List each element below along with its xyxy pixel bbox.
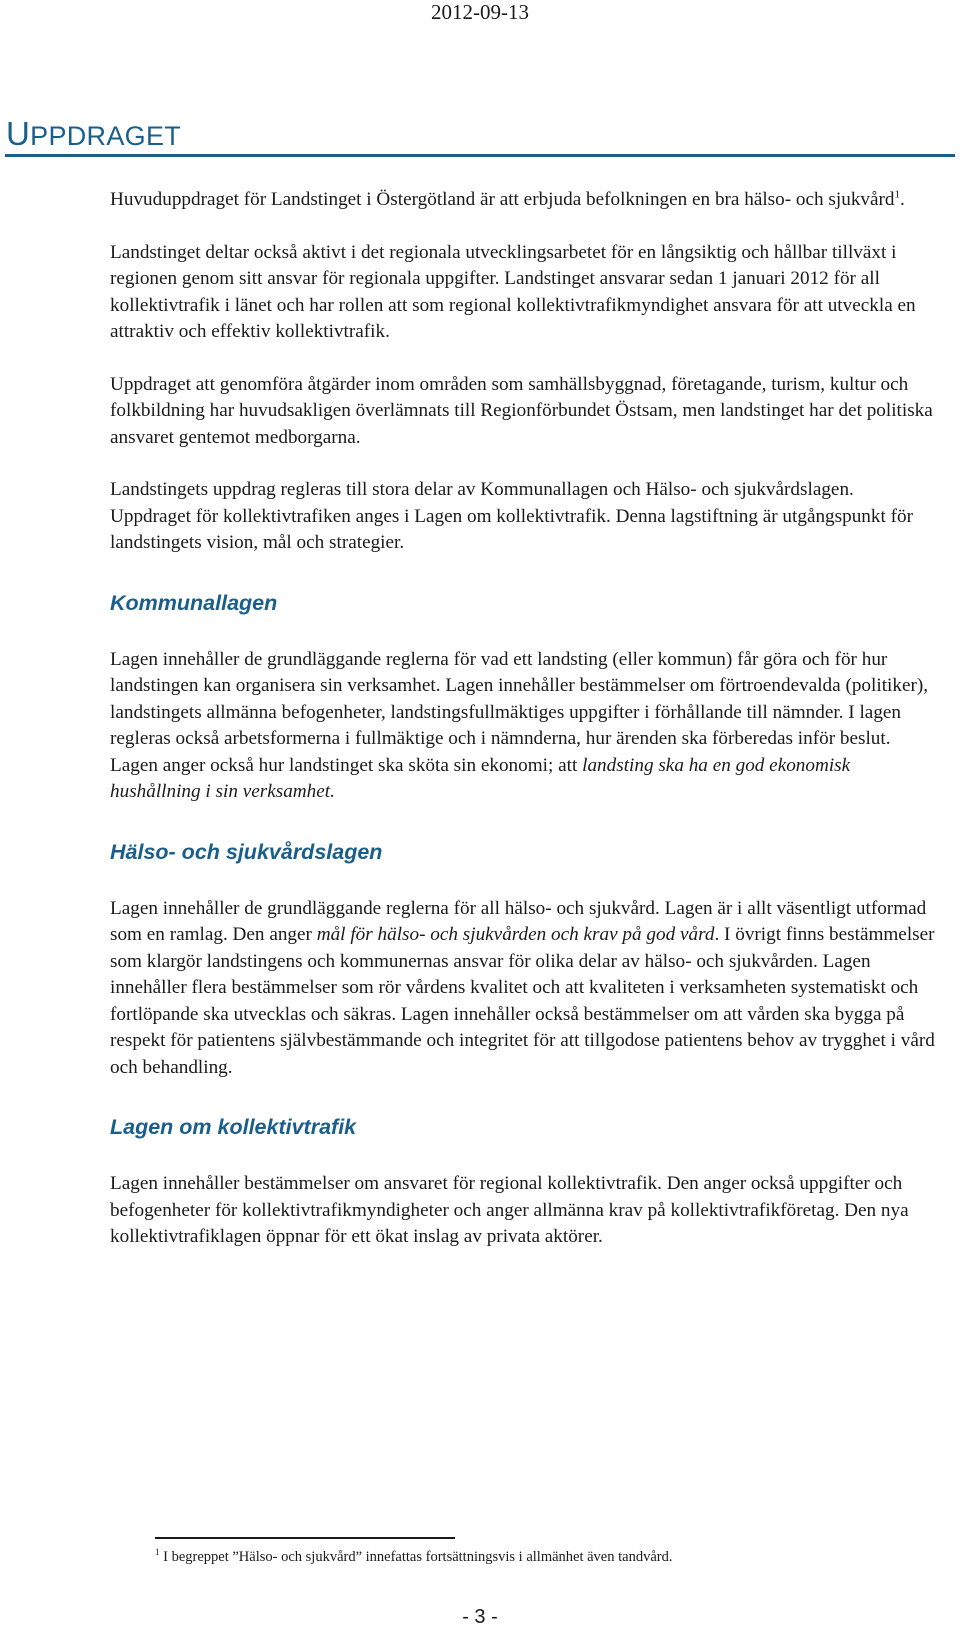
intro-p1-text: Huvuduppdraget för Landstinget i Östergötland är att erbjuda befolkningen en bra hälso- och sjukvård	[110, 189, 895, 210]
heading-halso-och-sjukvardslagen: Hälso- och sjukvårdslagen	[110, 839, 383, 864]
page-title	[6, 114, 181, 156]
footnote-reference[interactable]: 1	[894, 188, 901, 201]
title-rest: PPDRAGET	[30, 121, 182, 151]
intro-paragraph-4: Landstingets uppdrag regleras till stora delar av Kommunallagen och Hälso- och sjukvårdslagen. Uppdraget för kollektivtrafiken anges i Lagen om kollektivtrafik. Denna lagstiftning är utgångspunkt för landstingets vision, mål och strategier.	[110, 479, 913, 553]
intro-p1-end: .	[900, 189, 905, 210]
hsl-italic: mål för hälso- och sjukvården och krav på god vård	[316, 924, 715, 945]
intro-paragraph-2: Landstinget deltar också aktivt i det regionala utvecklingsarbetet för en långsiktig och hållbar tillväxt i regionen genom sitt ansvar för regionala uppgifter. Landstinget ansvarar sedan 1 januari 2012 för all kollektivtrafik i länet och har rollen att som regional kollektivtrafikmyndighet ansvara för att utveckla en attraktiv och effektiv kollektivtrafik.	[110, 241, 916, 342]
title-first-letter: U	[6, 115, 31, 152]
footnote	[155, 1548, 935, 1566]
intro-paragraph-1	[110, 187, 938, 214]
kommunallagen-paragraph	[110, 647, 938, 806]
heading-lagen-om-kollektivtrafik: Lagen om kollektivtrafik	[110, 1115, 357, 1139]
document-body	[110, 187, 938, 1277]
footnote-separator	[155, 1537, 455, 1539]
page-number: - 3 -	[462, 1606, 498, 1628]
hsl-text-1: Lagen innehåller de grundläggande reglerna för all hälso- och sjukvård. Lagen är i allt väsentligt utformad som en ramlag. Den anger	[110, 897, 927, 945]
kommunallagen-italic: landsting ska ha en god ekonomisk hushållning i sin verksamhet.	[110, 754, 851, 802]
footnote-text: I begreppet ”Hälso- och sjukvård” innefattas fortsättningsvis i allmänhet även tandvård.	[159, 1549, 673, 1565]
title-underline	[5, 154, 955, 157]
hsl-text-2: . I övrigt finns bestämmelser som klargör landstingens och kommunernas ansvar för olika delar av hälso- och sjukvården. Lagen innehåller flera bestämmelser som rör vårdens kvalitet och att kvaliteten i verksamheten systematiskt och fortlöpande ska utvecklas och säkras. Lagen innehåller också bestämmelser om att vården ska bygga på respekt för patientens självbestämmande och integritet för att tillgodose patientens behov av trygghet i vård och behandling.	[110, 924, 935, 1078]
header-date: 2012-09-13	[431, 0, 529, 24]
kommunallagen-text: Lagen innehåller de grundläggande reglerna för vad ett landsting (eller kommun) får göra och för hur landstingen kan organisera sin verksamhet. Lagen innehåller bestämmelser om förtroendevalda (politiker), landstingets allmänna befogenheter, landstingsfullmäktiges uppgifter i förhållande till nämnder. I lagen regleras också arbetsformerna i fullmäktige och i nämnderna, hur ärenden ska förberedas inför beslut. Lagen anger också hur landstinget ska sköta sin ekonomi; att	[110, 648, 929, 776]
hsl-paragraph	[110, 896, 938, 1082]
footnote-number: 1	[155, 1547, 160, 1558]
heading-kommunallagen: Kommunallagen	[110, 590, 278, 615]
kollektivtrafik-paragraph: Lagen innehåller bestämmelser om ansvaret för regional kollektivtrafik. Den anger också uppgifter och befogenheter för kollektivtrafikmyndigheter och anger allmänna krav på kollektivtrafikföretag. Den nya kollektivtrafiklagen öppnar för ett ökat inslag av privata aktörer.	[110, 1173, 909, 1247]
intro-paragraph-3: Uppdraget att genomföra åtgärder inom områden som samhällsbyggnad, företagande, turism, kultur och folkbildning har huvudsakligen överlämnats till Regionförbundet Östsam, men landstinget har det politiska ansvaret gentemot medborgarna.	[110, 373, 933, 448]
